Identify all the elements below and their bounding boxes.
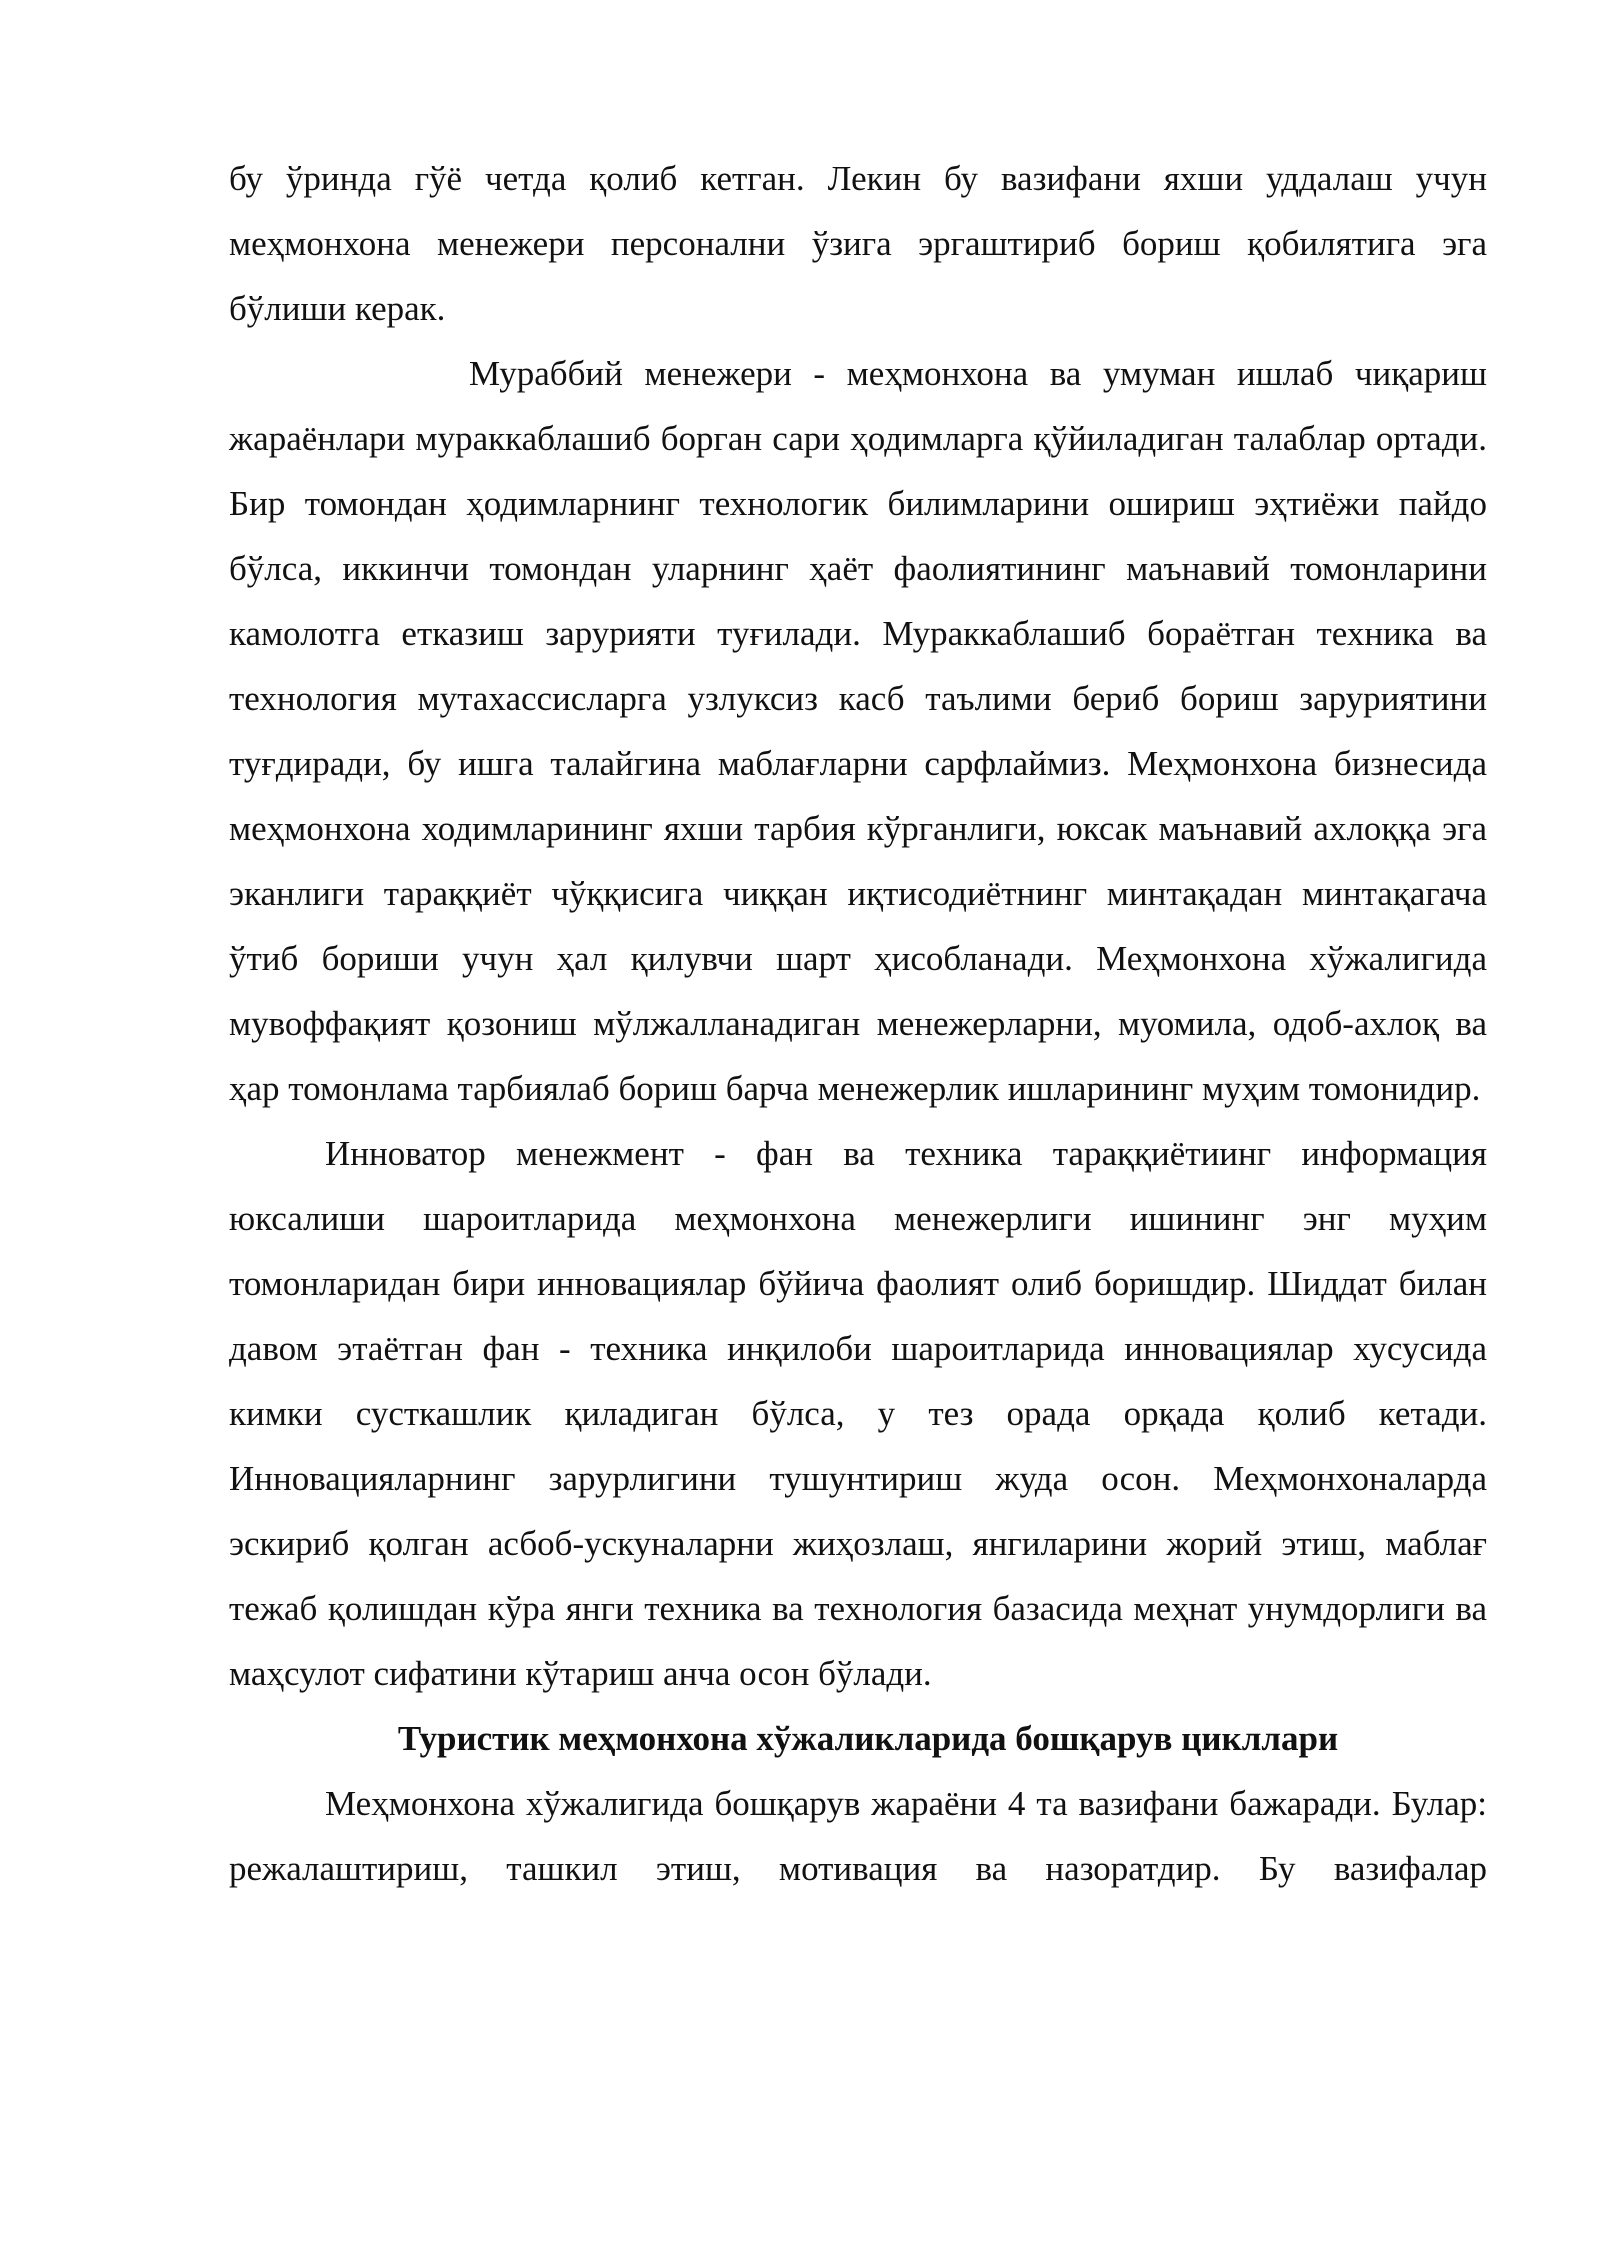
paragraph-continuation: бу ўринда гўё четда қолиб кетган. Лекин бу вазифани яхши уддалаш учун меҳмонхона менежери персонални ўзига эргаштириб бориш қобилятига эга бўлиши керак. [229,159,1487,328]
document-body [229,146,1487,1901]
paragraph-mentor-manager: Мураббий менежери - меҳмонхона ва умуман ишлаб чиқариш жараёнлари мураккаблашиб борган сари ҳодимларга қўйиладиган талаблар ортади. Бир томондан ҳодимларнинг технологик билимларини ошириш эҳтиёжи пайдо бўлса, иккинчи томондан уларнинг ҳаёт фаолиятининг маънавий томонларини камолотга етказиш зарурияти туғилади. Мураккаблашиб бораётган техника ва технология мутахассисларга узлуксиз касб таълими бериб бориш заруриятини туғдиради, бу ишга талайгина маблағларни сарфлаймиз. Меҳмонхона бизнесида меҳмонхона ходимларининг яхши тарбия кўрганлиги, юксак маънавий ахлоққа эга эканлиги тараққиёт чўққисига чиққан иқтисодиётнинг минтақадан минтақагача ўтиб бориши учун ҳал қилувчи шарт ҳисобланади. Меҳмонхона хўжалигида мувоффақият қозониш мўлжалланадиган менежерларни, муомила, одоб-ахлоқ ва ҳар томонлама тарбиялаб бориш барча менежерлик ишларининг муҳим томонидир. [229,354,1487,1108]
paragraph-innovator-management: Инноватор менежмент - фан ва техника тараққиётиинг информация юксалиши шароитларида меҳмонхона менежерлиги ишининг энг муҳим томонларидан бири инновациялар бўйича фаолият олиб боришдир. Шиддат билан давом этаётган фан - техника инқилоби шароитларида инновациялар хусусида кимки сусткашлик қиладиган бўлса, у тез орада орқада қолиб кетади. Инновацияларнинг зарурлигини тушунтириш жуда осон. Меҳмонхоналарда эскириб қолган асбоб-ускуналарни жиҳозлаш, янгиларини жорий этиш, маблағ тежаб қолишдан кўра янги техника ва технология базасида меҳнат унумдорлиги ва маҳсулот сифатини кўтариш анча осон бўлади. [229,1134,1487,1693]
section-heading: Туристик меҳмонхона хўжаликларида бошқарув цикллари [397,1719,1339,1758]
paragraph-management-cycles: Меҳмонхона хўжалигида бошқарув жараёни 4 та вазифани бажаради. Булар: режалаштириш, ташкил этиш, мотивация ва назоратдир. Бу вазифалар [229,1784,1487,1888]
